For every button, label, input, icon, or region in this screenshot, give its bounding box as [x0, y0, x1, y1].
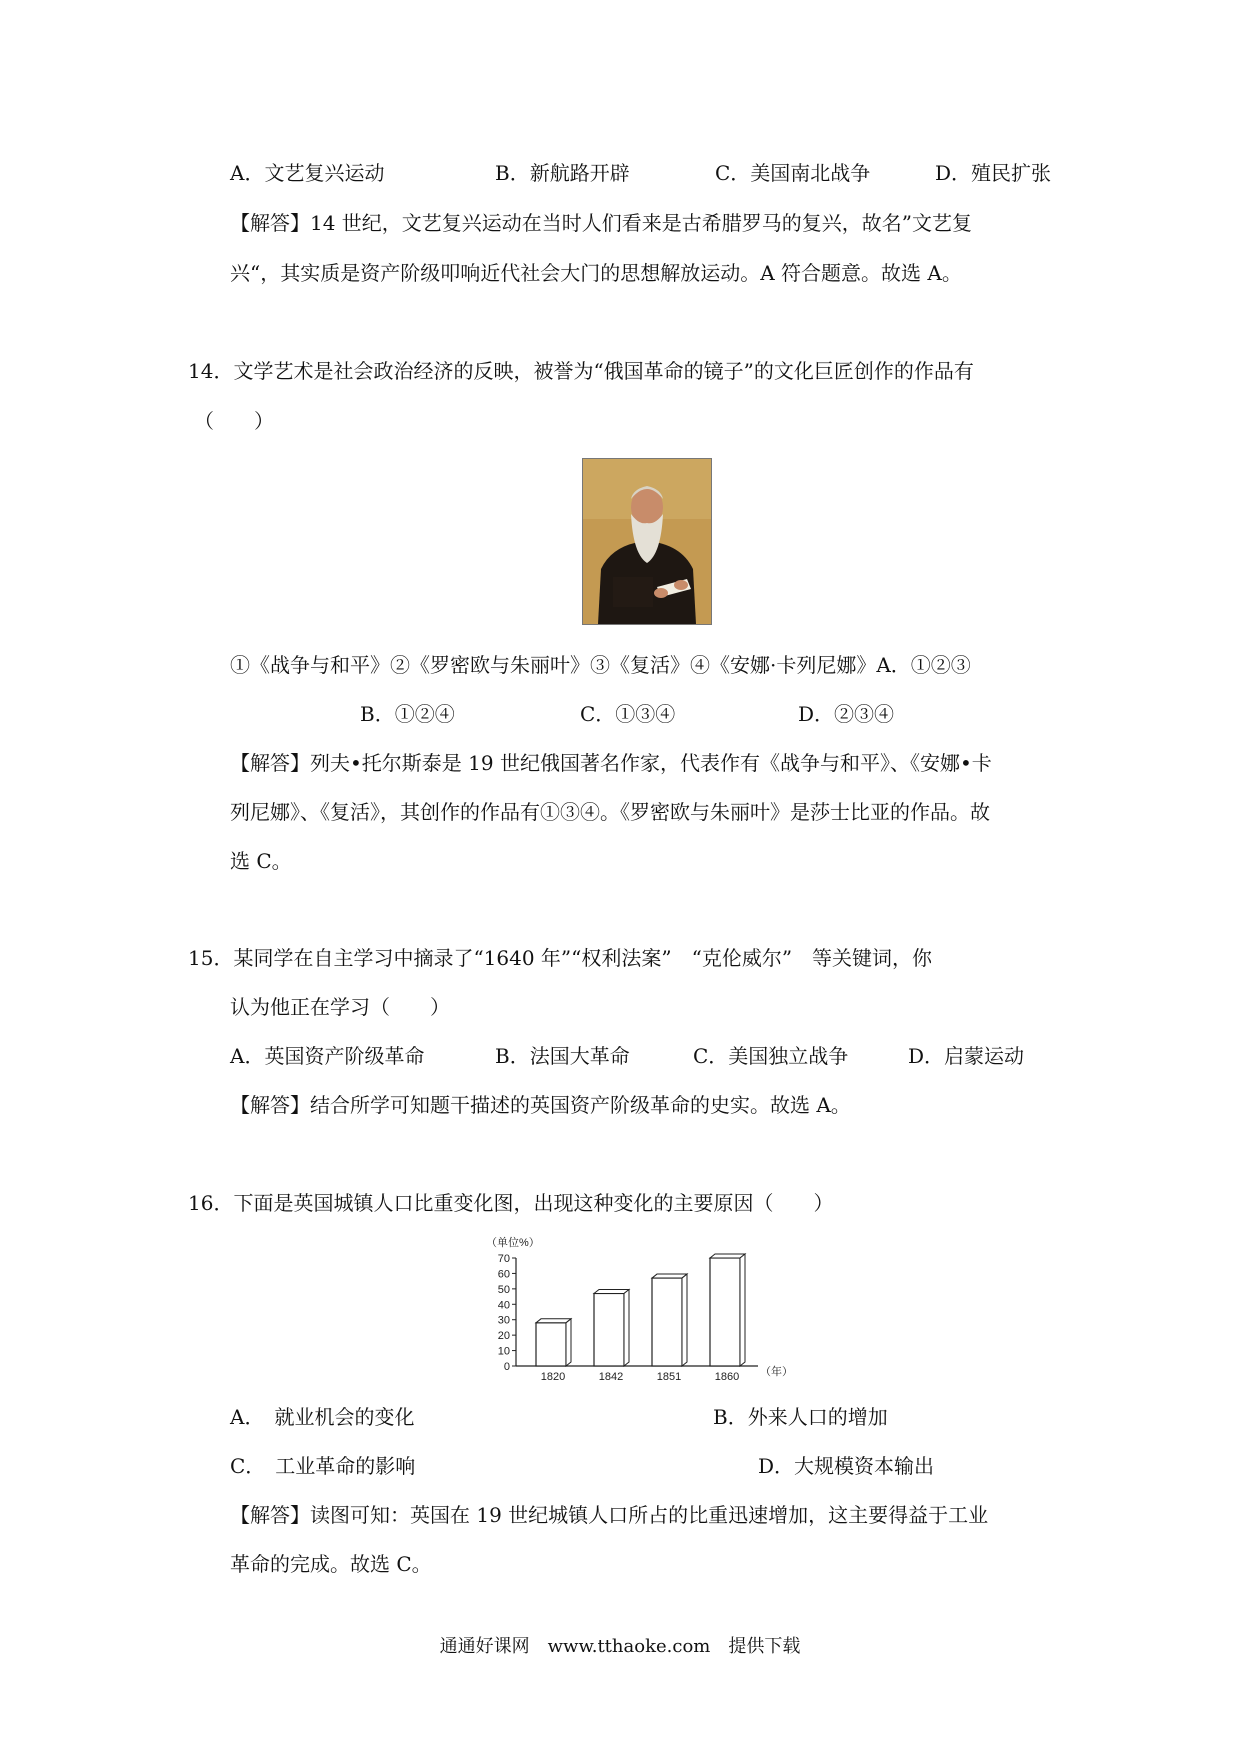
q15-option-c: C．美国独立战争 [693, 1044, 849, 1068]
q14-answer-line-3: 选 C。 [230, 849, 292, 873]
q15-option-a: A．英国资产阶级革命 [230, 1044, 425, 1068]
chart-ylabel: （单位%） [486, 1237, 540, 1249]
q16-answer-line-1: 【解答】读图可知：英国在 19 世纪城镇人口所占的比重迅速增加，这主要得益于工业 [230, 1503, 989, 1527]
bar-side-1820 [566, 1319, 571, 1366]
bar-1851 [652, 1278, 682, 1366]
q15-answer-line: 【解答】结合所学可知题干描述的英国资产阶级革命的史实。故选 A。 [230, 1093, 851, 1117]
y-tick-label: 0 [503, 1361, 510, 1373]
q13-answer-line-2: 兴“，其实质是资产阶级叩响近代社会大门的思想解放运动。A 符合题意。故选 A。 [230, 261, 962, 285]
q13-option-a: A．文艺复兴运动 [230, 161, 385, 185]
x-tick-label-1842: 1842 [598, 1371, 624, 1383]
bar-top-1842 [594, 1289, 629, 1293]
q15-stem-line-2: 认为他正在学习（ ） [230, 995, 450, 1019]
bar-1860 [710, 1258, 740, 1366]
tolstoy-portrait-drawing [583, 459, 711, 624]
bar-top-1820 [536, 1319, 571, 1323]
chart-xlabel: （年） [760, 1366, 793, 1378]
page-footer: 通通好课网 www.tthaoke.com 提供下载 [439, 1636, 801, 1657]
q15-stem-line-1: 15．某同学在自主学习中摘录了“1640 年”“权利法案” “克伦威尔” 等关键词，你 [188, 946, 933, 970]
q14-option-b: B．①②④ [360, 702, 455, 726]
q13-answer-line-1: 【解答】14 世纪，文艺复兴运动在当时人们看来是古希腊罗马的复兴，故名”文艺复 [230, 211, 973, 235]
bar-side-1851 [682, 1274, 687, 1366]
x-tick-label-1851: 1851 [656, 1371, 682, 1383]
x-tick-label-1820: 1820 [540, 1371, 566, 1383]
y-tick-label: 60 [497, 1268, 510, 1281]
q14-answer-line-1: 【解答】列夫•托尔斯泰是 19 世纪俄国著名作家，代表作有《战争与和平》、《安娜•卡 [230, 751, 992, 775]
q13-option-d: D．殖民扩张 [935, 161, 1052, 185]
y-tick-label: 50 [497, 1283, 510, 1296]
q16-option-d: D．大规模资本输出 [758, 1454, 935, 1478]
q16-option-b: B．外来人口的增加 [713, 1405, 888, 1429]
y-tick-label: 20 [497, 1330, 510, 1343]
q15-option-d: D．启蒙运动 [908, 1044, 1025, 1068]
bar-1820 [536, 1323, 566, 1366]
y-tick-label: 40 [497, 1299, 510, 1312]
q13-option-c: C．美国南北战争 [715, 161, 871, 185]
q16-option-a: A． 就业机会的变化 [230, 1405, 415, 1429]
q16-stem-line: 16．下面是英国城镇人口比重变化图，出现这种变化的主要原因（ ） [188, 1191, 834, 1215]
q16-option-c: C． 工业革命的影响 [230, 1454, 416, 1478]
q16-answer-line-2: 革命的完成。故选 C。 [230, 1552, 432, 1576]
q14-option-d: D．②③④ [798, 702, 895, 726]
bar-1842 [594, 1293, 624, 1366]
q14-works-line: ①《战争与和平》②《罗密欧与朱丽叶》③《复活》④《安娜·卡列尼娜》A．①②③ [230, 653, 971, 677]
tolstoy-portrait [582, 458, 712, 625]
q14-answer-line-2: 列尼娜》、《复活》，其创作的作品有①③④。《罗密欧与朱丽叶》是莎士比亚的作品。故 [230, 800, 990, 824]
urban-population-chart [478, 1234, 808, 1384]
bar-top-1851 [652, 1274, 687, 1278]
q14-stem-line-2: （ ） [194, 409, 274, 433]
q14-stem-line-1: 14．文学艺术是社会政治经济的反映，被誉为“俄国革命的镜子”的文化巨匠创作的作品有 [188, 359, 974, 383]
q14-option-c: C．①③④ [580, 702, 676, 726]
bar-top-1860 [710, 1254, 745, 1258]
y-tick-label: 30 [497, 1314, 510, 1327]
bar-side-1860 [740, 1254, 745, 1366]
bar-side-1842 [624, 1289, 629, 1366]
q13-option-b: B．新航路开辟 [495, 161, 630, 185]
y-tick-label: 70 [497, 1253, 510, 1265]
x-tick-label-1860: 1860 [714, 1371, 740, 1383]
q15-option-b: B．法国大革命 [495, 1044, 630, 1068]
y-tick-label: 10 [497, 1345, 510, 1358]
